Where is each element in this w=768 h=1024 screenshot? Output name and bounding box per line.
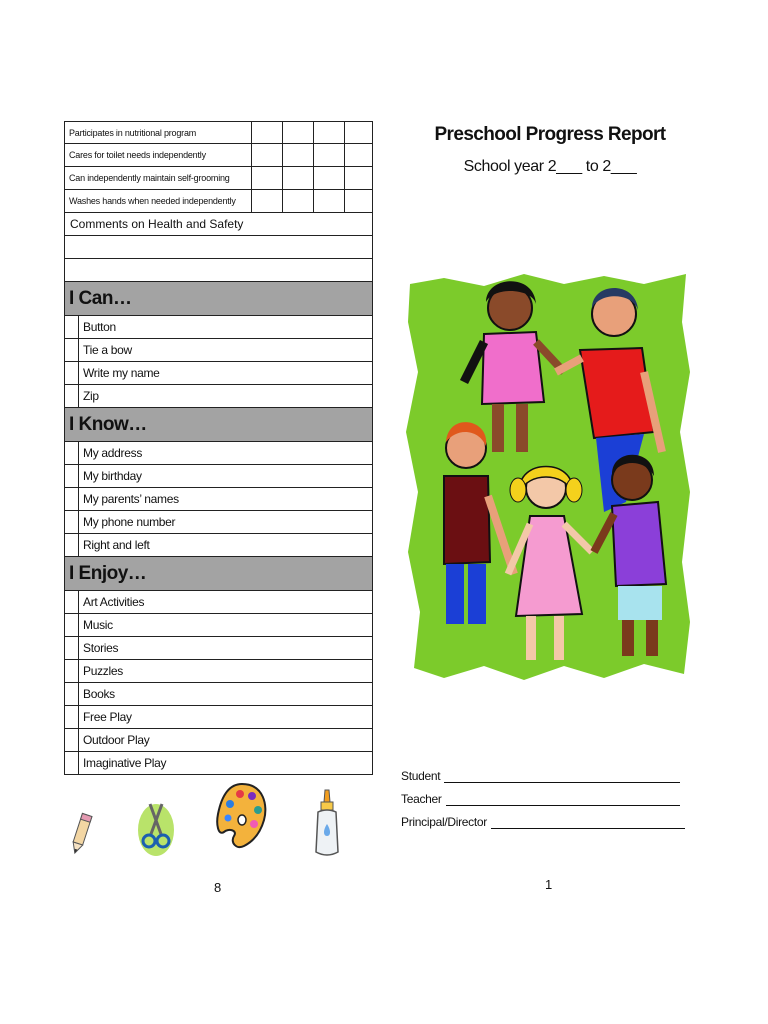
item-checkbox[interactable] [65,706,79,728]
item-label: Imaginative Play [83,756,167,770]
rating-cell[interactable] [314,144,345,166]
item-label: My parents’ names [83,492,179,506]
page-number-right: 1 [545,877,553,892]
principal-label: Principal/Director [401,815,487,829]
health-row [64,144,373,167]
item-label: My birthday [83,469,142,483]
rating-cell[interactable] [283,167,314,189]
teacher-name-field[interactable] [446,792,680,806]
rating-cell[interactable] [345,190,372,212]
item-checkbox[interactable] [65,729,79,751]
list-item [64,752,373,775]
rating-cell[interactable] [345,167,372,189]
student-signature-line[interactable] [401,769,680,783]
item-label: Outdoor Play [83,733,150,747]
item-checkbox[interactable] [65,752,79,774]
health-row [64,167,373,190]
page-number-left: 8 [214,880,222,895]
item-checkbox[interactable] [65,385,79,407]
health-row [64,121,373,144]
item-label: My phone number [83,515,176,529]
rating-cell[interactable] [314,167,345,189]
list-item [64,465,373,488]
health-row-label: Cares for toilet needs independently [65,144,252,166]
list-item [64,316,373,339]
list-item [64,729,373,752]
list-item [64,614,373,637]
teacher-label: Teacher [401,792,442,806]
student-label: Student [401,769,441,783]
rating-cell[interactable] [345,122,372,143]
list-item [64,683,373,706]
item-checkbox[interactable] [65,316,79,338]
item-checkbox[interactable] [65,362,79,384]
student-name-field[interactable] [444,769,680,783]
paint-palette-icon [214,780,270,861]
item-checkbox[interactable] [65,534,79,556]
item-label: Puzzles [83,664,123,678]
list-item [64,511,373,534]
glue-bottle-icon [312,788,342,865]
item-label: Stories [83,641,119,655]
health-row-label: Can independently maintain self-grooming [65,167,252,189]
item-checkbox[interactable] [65,511,79,533]
list-item [64,706,373,729]
item-checkbox[interactable] [65,614,79,636]
rating-cell[interactable] [283,190,314,212]
rating-cell[interactable] [252,190,283,212]
children-holding-hands-illustration [404,262,694,693]
item-label: Art Activities [83,595,145,609]
list-item [64,534,373,557]
comment-line[interactable] [64,236,373,259]
item-label: Free Play [83,710,132,724]
section-heading-i-enjoy: I Enjoy… [64,557,373,591]
list-item [64,637,373,660]
item-checkbox[interactable] [65,488,79,510]
health-row-label: Washes hands when needed independently [65,190,252,212]
list-item [64,591,373,614]
item-checkbox[interactable] [65,465,79,487]
item-label: Tie a bow [83,343,132,357]
rating-cell[interactable] [252,167,283,189]
item-checkbox[interactable] [65,591,79,613]
report-title: Preschool Progress Report [434,124,666,145]
item-checkbox[interactable] [65,442,79,464]
item-checkbox[interactable] [65,660,79,682]
rating-cell[interactable] [252,122,283,143]
comment-line[interactable] [64,259,373,282]
rating-cell[interactable] [252,144,283,166]
progress-checklist-table [64,121,373,775]
list-item [64,339,373,362]
item-checkbox[interactable] [65,339,79,361]
rating-cell[interactable] [314,190,345,212]
item-label: Zip [83,389,99,403]
item-label: My address [83,446,143,460]
list-item [64,385,373,408]
list-item [64,362,373,385]
health-row [64,190,373,213]
teacher-signature-line[interactable] [401,792,680,806]
item-label: Write my name [83,366,160,380]
item-checkbox[interactable] [65,683,79,705]
item-label: Right and left [83,538,150,552]
rating-cell[interactable] [283,144,314,166]
item-label: Button [83,320,116,334]
school-year-line: School year 2___ to 2___ [463,158,637,175]
section-heading-i-can: I Can… [64,282,373,316]
list-item [64,660,373,683]
health-row-label: Participates in nutritional program [65,122,252,143]
section-heading-i-know: I Know… [64,408,373,442]
scissors-icon [136,798,176,863]
rating-cell[interactable] [314,122,345,143]
principal-name-field[interactable] [491,815,685,829]
rating-cell[interactable] [345,144,372,166]
pencil-icon [66,810,96,863]
comments-heading: Comments on Health and Safety [64,213,373,236]
item-checkbox[interactable] [65,637,79,659]
list-item [64,488,373,511]
rating-cell[interactable] [283,122,314,143]
item-label: Music [83,618,113,632]
list-item [64,442,373,465]
principal-signature-line[interactable] [401,815,685,829]
item-label: Books [83,687,115,701]
